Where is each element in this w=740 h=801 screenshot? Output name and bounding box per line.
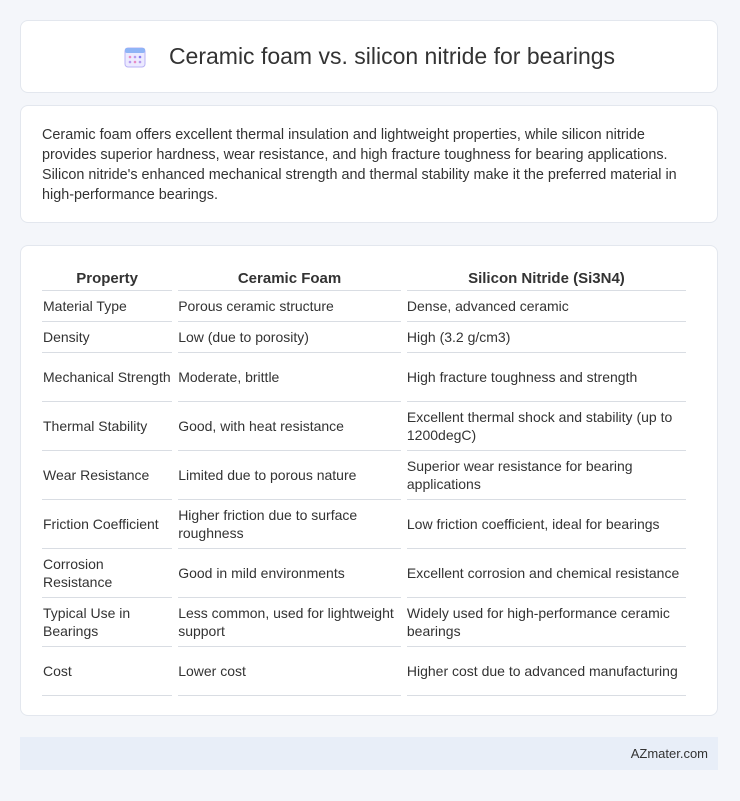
table-cell: Wear Resistance [42, 451, 172, 500]
table-row [42, 291, 686, 322]
table-cell: Material Type [42, 291, 172, 322]
table-cell: Limited due to porous nature [178, 451, 401, 500]
table-cell: Corrosion Resistance [42, 549, 172, 598]
table-cell: Widely used for high-performance ceramic bearings [407, 598, 686, 647]
header-silicon-nitride: Silicon Nitride (Si3N4) [407, 264, 686, 291]
footer-site-name: AZmater.com [630, 746, 708, 761]
header-property: Property [42, 264, 172, 291]
table-cell: Good, with heat resistance [178, 402, 401, 451]
table-cell: Good in mild environments [178, 549, 401, 598]
comparison-table [36, 264, 692, 696]
table-cell: Less common, used for lightweight support [178, 598, 401, 647]
table-cell: Cost [42, 647, 172, 696]
table-row [42, 353, 686, 402]
table-row [42, 451, 686, 500]
table-cell: Dense, advanced ceramic [407, 291, 686, 322]
table-cell: Porous ceramic structure [178, 291, 401, 322]
table-cell: Mechanical Strength [42, 353, 172, 402]
table-row [42, 647, 686, 696]
table-cell: Low friction coefficient, ideal for bearings [407, 500, 686, 549]
table-cell: High (3.2 g/cm3) [407, 322, 686, 353]
table-cell: Higher friction due to surface roughness [178, 500, 401, 549]
table-cell: Superior wear resistance for bearing applications [407, 451, 686, 500]
table-cell: Excellent thermal shock and stability (up to 1200degC) [407, 402, 686, 451]
table-cell: Excellent corrosion and chemical resistance [407, 549, 686, 598]
table-row [42, 322, 686, 353]
table-cell: Thermal Stability [42, 402, 172, 451]
table-cell: Low (due to porosity) [178, 322, 401, 353]
table-cell: Higher cost due to advanced manufacturing [407, 647, 686, 696]
summary-text: Ceramic foam offers excellent thermal insulation and lightweight properties, while silicon nitride provides superior hardness, wear resistance, and high fracture toughness for bearing applications. Silicon nitride's enhanced mechanical strength and thermal stability make it the preferred material in high-performance bearings. [42, 127, 677, 203]
calendar-icon [123, 45, 147, 69]
table-cell: High fracture toughness and strength [407, 353, 686, 402]
table-cell: Moderate, brittle [178, 353, 401, 402]
table-cell: Density [42, 322, 172, 353]
comparison-table-card [20, 245, 718, 716]
table-row [42, 500, 686, 549]
page-title: Ceramic foam vs. silicon nitride for bearings [168, 43, 616, 69]
table-row [42, 549, 686, 598]
header-ceramic-foam: Ceramic Foam [178, 264, 401, 291]
table-row [42, 598, 686, 647]
table-cell: Lower cost [178, 647, 401, 696]
table-cell: Typical Use in Bearings [42, 598, 172, 647]
table-header-row [42, 264, 686, 291]
table-row [42, 402, 686, 451]
table-cell: Friction Coefficient [42, 500, 172, 549]
summary-card [20, 105, 718, 223]
title-card [20, 20, 718, 93]
footer [20, 737, 718, 770]
